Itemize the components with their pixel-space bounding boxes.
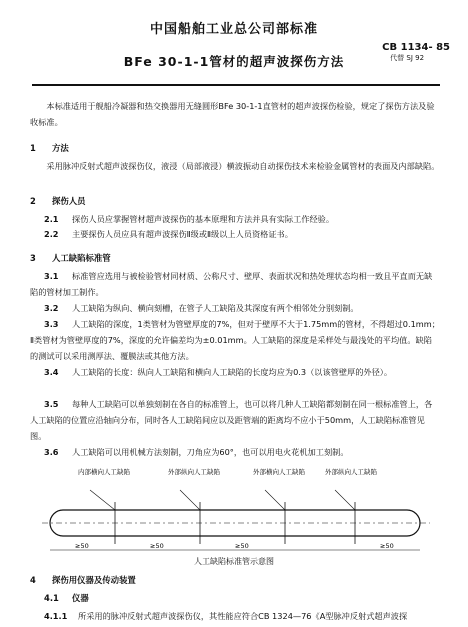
section-3-5: 3.5 每种人工缺陷可以单独刻制在各自的标准管上，也可以将几种人工缺陷都刻制在同一根标准管上，各人工缺陷的位置应沿轴向分布，同时各人工缺陷间应以及距管端的距离均不应小于50mm，人工缺陷标准管见图。 bbox=[30, 399, 433, 441]
figure-caption: 人工缺陷标准管示意图 bbox=[194, 557, 274, 566]
section-3-2: 3.2 人工缺陷为纵向、横向刻槽，在管子人工缺陷及其深度有两个相邻处分别刻制。 bbox=[44, 303, 359, 313]
standard-code-main: CB 1134- 85 bbox=[382, 42, 450, 53]
section-4-heading: 4 探伤用仪器及传动装置 bbox=[30, 575, 136, 585]
organization-name: 中国船舶工业总公司部标准 bbox=[149, 22, 318, 37]
title-rule bbox=[32, 84, 440, 86]
figure-label-3: 外部横向人工缺陷 bbox=[253, 468, 305, 476]
section-2-1: 2.1 探伤人员应掌握管材超声波探伤的基本原理和方法并具有实际工作经验。 bbox=[44, 214, 335, 224]
standard-tube-figure bbox=[20, 460, 450, 556]
section-4-1-1: 4.1.1 所采用的脉冲反射式超声波探伤仪，其性能应符合CB 1324—76《A型脉冲反射式超声波探 bbox=[44, 611, 408, 621]
figure-label-4: 外部纵向人工缺陷 bbox=[325, 468, 377, 476]
section-3-4: 3.4 人工缺陷的长度：纵向人工缺陷和横向人工缺陷的长度均应为0.3（以该管壁厚的外径）。 bbox=[44, 367, 393, 377]
section-2-2: 2.2 主要探伤人员应具有超声波探伤Ⅱ级或Ⅱ级以上人员资格证书。 bbox=[44, 229, 293, 239]
figure-dim-4: ≥50 bbox=[380, 542, 394, 550]
figure-label-1: 内部横向人工缺陷 bbox=[78, 468, 130, 476]
section-4-1-heading: 4.1 仪器 bbox=[44, 593, 89, 603]
section-1-heading: 1 方法 bbox=[30, 143, 69, 153]
figure-dim-3: ≥50 bbox=[235, 542, 249, 550]
section-2-heading: 2 探伤人员 bbox=[30, 196, 86, 206]
figure-dim-1: ≥50 bbox=[75, 542, 89, 550]
section-3-6: 3.6 人工缺陷可以用机械方法刻制，刀角应为60°，也可以用电火花机加工刻制。 bbox=[44, 447, 349, 457]
section-3-heading: 3 人工缺陷标准管 bbox=[30, 253, 111, 263]
figure-label-2: 外部纵向人工缺陷 bbox=[168, 468, 220, 476]
intro-paragraph: 本标准适用于舰船冷凝器和热交换器用无缝圆形BFe 30-1-1直管材的超声波探伤检验，规定了探伤方法及验收标准。 bbox=[30, 101, 435, 127]
standard-code-sub: 代替 SJ 92 bbox=[390, 54, 425, 62]
figure-dim-2: ≥50 bbox=[150, 542, 164, 550]
section-3-3: 3.3 人工缺陷的深度，1类管材为管壁厚度的7%，但对于壁厚不大于1.75mm的管材，不得超过0.1mm；Ⅱ类管材为管壁厚度的7%，深度的允许偏差均为±0.01mm。人工缺陷的深度是采样处与最浅处的平均值。缺陷的测试可以采用测厚法、覆膜法或其他方法。 bbox=[30, 319, 440, 361]
document-title: BFe 30-1-1管材的超声波探伤方法 bbox=[123, 54, 345, 69]
section-1-text: 采用脉冲反射式超声波探伤仪，液浸（局部液浸）横波振动自动探伤技术来检验金属管材的表面及内部缺陷。 bbox=[46, 161, 440, 171]
section-3-1: 3.1 标准管应选用与被检验管材同材质、公称尺寸、壁厚、表面状况和热处理状态均相一致且平直而无缺陷的管材加工制作。 bbox=[30, 271, 433, 297]
